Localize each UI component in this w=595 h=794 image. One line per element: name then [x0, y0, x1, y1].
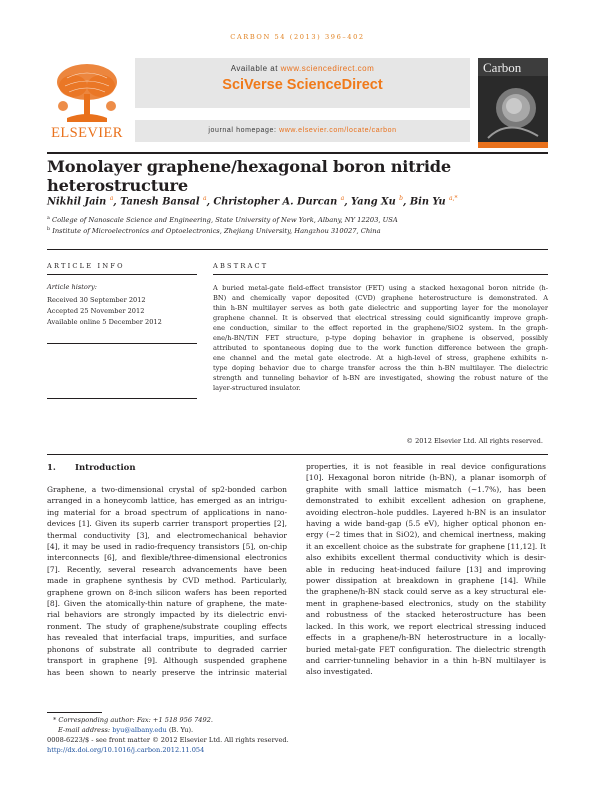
abstract-line: thin h-BN multilayer serves as both gate dielectric and supporting layer for the monolayer [213, 304, 548, 313]
affiliation-mark: b [47, 227, 51, 232]
abstract-line: ene channel and the metal gate electrode. At a high-level of stress, graphene exhibits n- [213, 354, 548, 363]
email-note [58, 726, 193, 734]
header-rule [47, 152, 548, 154]
body-line: able in reducing heat-induced failure [13] and improving [306, 564, 546, 574]
journal-cover-thumbnail [478, 58, 548, 148]
author-affiliation-mark[interactable]: a [340, 195, 345, 202]
svg-text:Carbon: Carbon [483, 60, 522, 75]
author-name: Tanesh Bansal [120, 196, 200, 208]
journal-homepage-line [135, 127, 470, 134]
affiliation-a [47, 216, 557, 224]
body-line: and carrier-tunneling behavior in a thin h-BN multilayer is [306, 655, 546, 665]
article-title: Monolayer graphene/hexagonal boron nitride heterostructure [47, 157, 451, 195]
body-column-right [306, 461, 546, 678]
body-line: ronment. The study of graphene/substrate coupling effects [47, 621, 287, 631]
section-heading [47, 463, 136, 473]
corresponding-author-text: * Corresponding author: Fax: +1 518 956 7492. [53, 716, 213, 724]
online-date: Available online 5 December 2012 [47, 318, 162, 326]
abstract-rule [213, 274, 548, 275]
body-line: ergy (~2 times that in SiO2), and chemical inertness, making [306, 530, 546, 540]
journal-homepage-banner [135, 120, 470, 142]
abstract-line: BN) and chemically vapor deposited (CVD) graphene heterostructure is demonstrated. A [213, 294, 548, 303]
abstract-line: graphene channel. It is observed that electrical stressing could significantly improve graph- [213, 314, 548, 323]
corresponding-author-note [53, 716, 213, 724]
body-line: interconnects [6], and flexible/three-dimensional electronics [47, 553, 287, 563]
affiliation-text: Institute of Microelectronics and Optoelectronics, Zhejiang University, Hangzhou 310027, China [52, 227, 381, 236]
body-line: rial behaviors are strongly impacted by its dielectric envi- [47, 610, 287, 620]
body-line: demonstrated to exhibit excellent adhesion on graphene, [306, 496, 546, 506]
body-line: having a wide band-gap (5.5 eV), higher optical phonon en- [306, 519, 546, 529]
abstract-line: ene conduction, similar to the effect reported in the graphene/SiO2 system. In the graph- [213, 324, 548, 333]
body-line: devices [1]. Given its superb carrier transport properties [2], [47, 519, 287, 529]
body-line: [8]. Given the atomically-thin nature of graphene, the mate- [47, 599, 287, 609]
body-line: graphene grown on 8-inch silicon wafers has been reported [47, 587, 287, 597]
abstract-line: layer-structured insulator. [213, 384, 301, 393]
author-name: Bin Yu [409, 196, 446, 208]
body-line: [4], it may be used in radio-frequency transistors [5], on-chip [47, 542, 287, 552]
author-name: Christopher A. Durcan [213, 196, 338, 208]
abstract-copyright: © 2012 Elsevier Ltd. All rights reserved. [406, 437, 543, 445]
affiliation-b [47, 227, 557, 235]
body-line: ment in graphene-based electronics, study on the stability [306, 598, 546, 608]
body-line: has been shown to nearly preserve the intrinsic material [47, 667, 287, 677]
body-line: buried metal-gate FET configuration. The dielectric strength [306, 644, 546, 654]
author-affiliation-mark[interactable]: a,* [449, 195, 458, 202]
sciencedirect-link[interactable]: www.sciencedirect.com [280, 64, 375, 73]
issn-line: 0008-6223/$ - see front matter © 2012 Elsevier Ltd. All rights reserved. [47, 736, 289, 744]
section-number: 1. [47, 463, 56, 473]
affiliation-rule [47, 249, 548, 250]
author-affiliation-mark[interactable]: a [109, 195, 114, 202]
article-info-divider [47, 343, 197, 344]
email-suffix: (B. Yu). [166, 726, 194, 734]
body-line: arranged in a honeycomb lattice, has emerged as an intrigu- [47, 496, 287, 506]
body-line: made in graphene synthesis by CVD method. Particularly, [47, 576, 287, 586]
body-line: [7]. Recently, several research advancements have been [47, 564, 287, 574]
author-name: Yang Xu [351, 196, 396, 208]
article-info-rule [47, 274, 197, 275]
elsevier-logo [47, 60, 127, 142]
article-info-heading: ARTICLE INFO [47, 262, 125, 270]
author-affiliation-mark[interactable]: a [202, 195, 207, 202]
running-header: CARBON 54 (2013) 396–402 [230, 33, 365, 41]
abstract-heading: ABSTRACT [213, 262, 269, 270]
section-title: Introduction [75, 463, 136, 473]
author-affiliation-mark[interactable]: b [399, 195, 403, 202]
footnote-rule [47, 712, 102, 713]
elsevier-tree-icon [47, 60, 127, 124]
body-line: phonons of substrate all contribute to degraded carrier [47, 644, 287, 654]
body-line: and robustness of the stacked heterostructure has been [306, 610, 546, 620]
abstract-line: type doping behavior due to charge transfer across the thin h-BN multilayer. The dielectric [213, 364, 548, 373]
body-line: properties, it is not feasible in real device configurations [306, 462, 546, 471]
body-line: the graphene/h-BN stack could serve as a key structural ele- [306, 587, 546, 597]
body-line: it an excellent choice as the substrate for graphene [11,12]. It [306, 541, 546, 551]
body-rule [47, 454, 548, 455]
sciencedirect-banner [135, 58, 470, 108]
journal-homepage-link[interactable]: www.elsevier.com/locate/carbon [279, 127, 397, 134]
article-history-label: Article history: [47, 283, 97, 291]
email-label: E-mail address: [58, 726, 113, 734]
body-line: graphite with small lattice mismatch (~1.7%), has been [306, 484, 546, 494]
accepted-date: Accepted 25 November 2012 [47, 307, 145, 315]
body-line: avoiding electron–hole puddles. Layered h-BN is an insulator [306, 507, 546, 517]
article-info-divider [47, 398, 197, 399]
sciverse-logo: SciVerse ScienceDirect [222, 77, 383, 93]
abstract-line: ene/h-BN/TiN FET structure, p-type doping behavior in graphene is observed, possibly [213, 334, 548, 343]
body-line: thermal conductivity [3], and electromechanical behavior [47, 530, 287, 540]
author-list: Nikhil Jain $^a$, Tanesh Bansal $^a$, Christopher A. Durcan $^a$, Yang Xu $^b$, Bin Yu $^{a,*}$ [47, 195, 458, 208]
body-line: also exhibits excellent thermal conductivity which is desir- [306, 553, 546, 563]
email-link[interactable]: byu@albany.edu [112, 726, 167, 734]
cover-image-icon [478, 58, 548, 148]
body-line: ing material for a broad spectrum of applications in nano- [47, 507, 287, 517]
abstract-line: attributed to spontaneous doping due to the work function difference between the graph- [213, 344, 548, 353]
body-line: effects in a graphene/h-BN heterostructure in a locally- [306, 633, 546, 643]
elsevier-wordmark: ELSEVIER [51, 125, 123, 141]
received-date: Received 30 September 2012 [47, 296, 146, 304]
body-column-left [47, 484, 287, 678]
availability-line [135, 64, 470, 73]
body-line: also investigated. [306, 667, 373, 677]
body-line: Graphene, a two-dimensional crystal of sp2-bonded carbon [47, 485, 287, 494]
author-name: Nikhil Jain [47, 196, 107, 208]
available-prefix: Available at [230, 64, 281, 73]
doi-link[interactable]: http://dx.doi.org/10.1016/j.carbon.2012.11.054 [47, 746, 205, 754]
body-line: power dissipation at breakdown in graphene [14]. While [306, 576, 546, 586]
abstract-line: strength and tunneling behavior of h-BN are investigated, showing the robust nature of the [213, 374, 548, 383]
homepage-prefix: journal homepage: [208, 127, 280, 134]
abstract-body [213, 283, 548, 394]
abstract-line: A buried metal-gate field-effect transistor (FET) using a stacked hexagonal boron nitride (h- [213, 284, 548, 292]
body-line: lacked. In this work, we report electrical stressing induced [306, 621, 546, 631]
affiliation-mark: a [47, 216, 50, 221]
body-line: transport in graphene [9]. Although suspended graphene [47, 656, 287, 666]
affiliation-text: College of Nanoscale Science and Engineering, State University of New York, Albany, NY 12203, USA [52, 216, 398, 225]
body-line: [10]. Hexagonal boron nitride (h-BN), a planar isomorph of [306, 473, 546, 483]
body-line: has revealed that interfacial traps, impurities, and surface [47, 633, 287, 643]
